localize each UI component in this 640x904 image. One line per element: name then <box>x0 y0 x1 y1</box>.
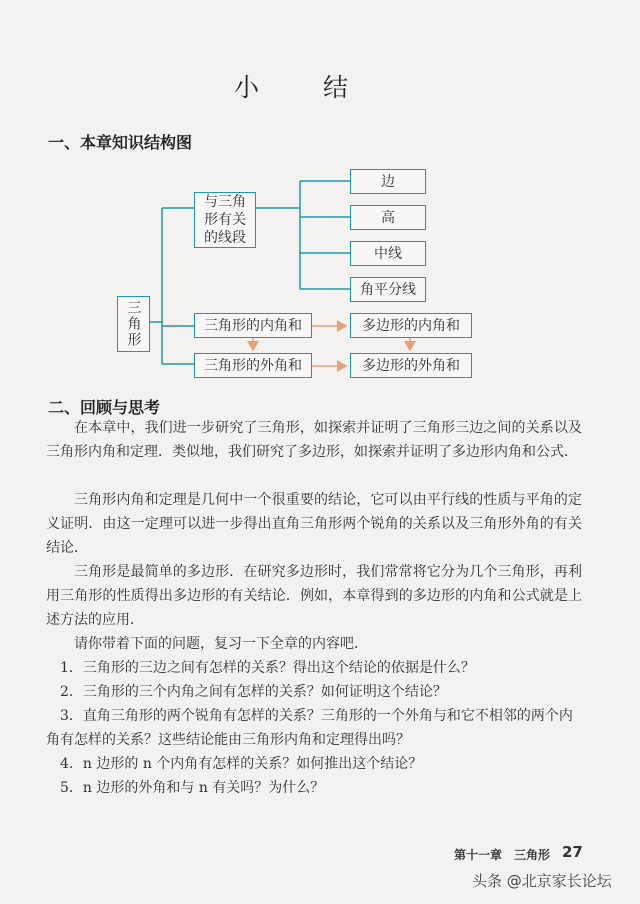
diagram-poly-outer-box: 多边形的外角和 <box>350 353 472 378</box>
footer-page-number: 27 <box>562 843 583 861</box>
question-item: 3．直角三角形的两个锐角有怎样的关系？三角形的一个外角与和它不相邻的两个内角有怎样的关系？这些结论能由三角形内角和定理得出吗？ <box>46 708 573 748</box>
diagram-segments-box: 与三角形有关的线段 <box>194 192 256 248</box>
knowledge-structure-diagram <box>0 0 640 400</box>
page-title: 小 结 <box>234 73 376 102</box>
diagram-poly-inner-box: 多边形的内角和 <box>350 313 472 338</box>
paragraph: 三角形是最简单的多边形．在研究多边形时，我们常常将它分为几个三角形，再利用三角形的性质得出多边形的有关结论．例如，本章得到的多边形的内角和公式就是上述方法的应用． <box>46 564 582 628</box>
question-item: 5．n 边形的外角和与 n 有关吗？为什么？ <box>60 780 325 796</box>
watermark: 头条 @北京家长论坛 <box>472 872 612 890</box>
question-item: 1．三角形的三边之间有怎样的关系？得出这个结论的依据是什么？ <box>60 660 475 676</box>
section1-heading: 一、本章知识结构图 <box>48 133 193 152</box>
section2-heading: 二、回顾与思考 <box>48 398 161 417</box>
diagram-root-box: 三角形 <box>117 296 150 352</box>
diagram-median-box: 中线 <box>350 241 426 266</box>
question-item: 2．三角形的三个内角之间有怎样的关系？如何证明这个结论？ <box>60 684 447 700</box>
diagram-tri-inner-box: 三角形的内角和 <box>194 313 312 338</box>
diagram-bisector-box: 角平分线 <box>350 277 426 302</box>
diagram-altitude-box: 高 <box>350 205 426 230</box>
diagram-tri-outer-box: 三角形的外角和 <box>194 353 312 378</box>
paragraph: 三角形内角和定理是几何中一个很重要的结论，它可以由平行线的性质与平角的定义证明．由这一定理可以进一步得出直角三角形两个锐角的关系以及三角形外角的有关结论． <box>46 492 582 556</box>
paragraph: 请你带着下面的问题，复习一下全章的内容吧． <box>74 636 368 652</box>
diagram-side-box: 边 <box>350 169 426 194</box>
question-item: 4．n 边形的 n 个内角有怎样的关系？如何推出这个结论？ <box>60 756 423 772</box>
paragraph: 在本章中，我们进一步研究了三角形，如探索并证明了三角形三边之间的关系以及三角形内角和定理．类似地，我们研究了多边形，如探索并证明了多边形内角和公式． <box>46 420 582 460</box>
footer-chapter: 第十一章 三角形 <box>454 848 551 862</box>
